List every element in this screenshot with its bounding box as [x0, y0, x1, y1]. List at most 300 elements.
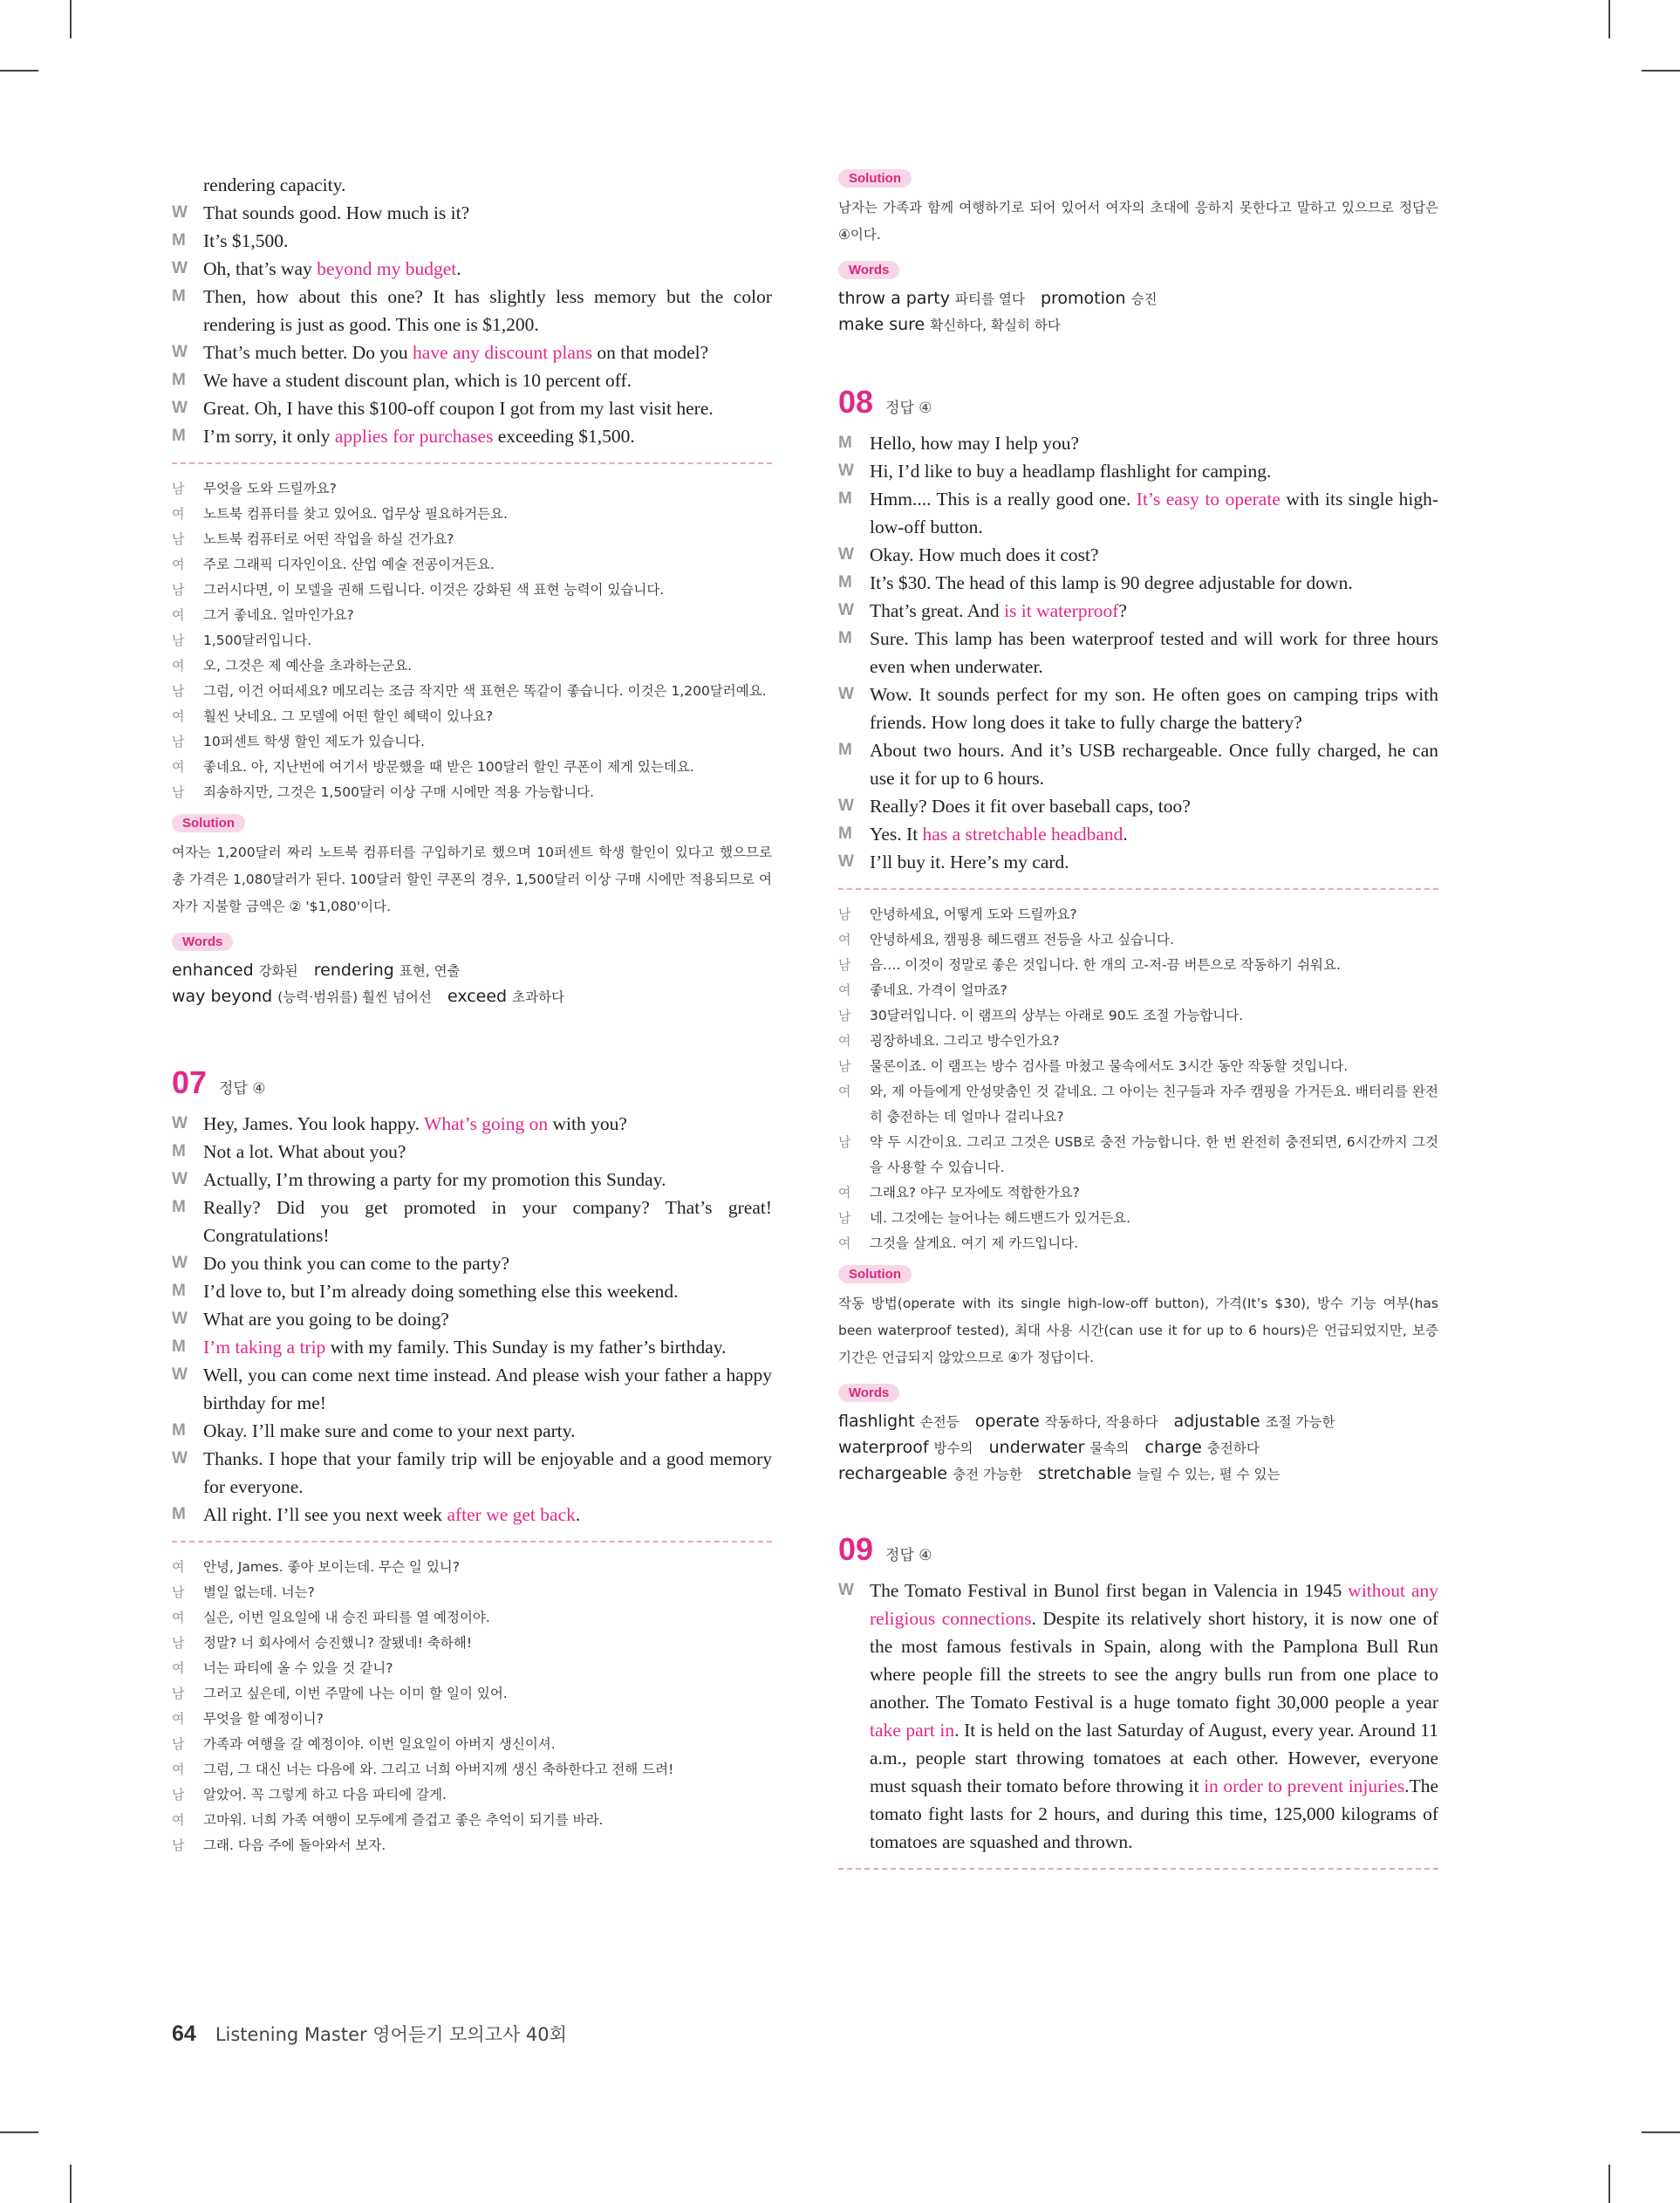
word-english: promotion	[1040, 289, 1126, 308]
speaker-label: 남	[172, 1837, 185, 1853]
word-korean: 물속의	[1089, 1440, 1130, 1456]
translation-text: 고마워. 너희 가족 여행이 모두에게 즐겁고 좋은 추억이 되기를 바라.	[203, 1812, 604, 1828]
speaker-label: M	[838, 824, 852, 843]
word-english: make sure	[838, 315, 925, 334]
solution-badge: Solution	[172, 814, 245, 832]
text-segment: . Despite its relatively short history, it is now one of the most famous festivals in Spain, along with the Pamplona Bull Run where people fill the streets to see the angry bulls run from one place to another. The Tomato Festival is a huge tomato fight 30,000 people a year	[870, 1608, 1438, 1713]
translation-line	[172, 527, 772, 552]
page-footer	[172, 2021, 567, 2047]
dialogue-text	[870, 848, 1438, 876]
speaker-label: 여	[172, 1610, 185, 1625]
highlighted-phrase: in order to prevent injuries	[1204, 1775, 1405, 1796]
dialogue-line	[838, 485, 1438, 541]
speaker-label: M	[838, 741, 852, 759]
speaker-label: W	[838, 545, 854, 564]
speaker-label: M	[838, 573, 852, 592]
crop-mark	[0, 2131, 38, 2133]
dialogue-line	[838, 736, 1438, 792]
translation-text: 무엇을 도와 드릴까요?	[203, 481, 337, 496]
word-english: enhanced	[172, 961, 254, 980]
dialogue-text	[203, 394, 772, 422]
word-korean: 손전등	[919, 1414, 960, 1430]
dialogue-line	[838, 541, 1438, 569]
dialogue-line	[838, 429, 1438, 457]
text-segment: That’s much better. Do you	[203, 342, 413, 363]
words-row	[838, 1435, 1438, 1461]
translation-text: 그러고 싶은데, 이번 주말에 나는 이미 할 일이 있어.	[203, 1686, 508, 1701]
translation-line	[838, 1054, 1438, 1079]
word-english: exceed	[447, 987, 508, 1006]
dialogue-line	[838, 1577, 1438, 1856]
crop-mark	[1608, 0, 1610, 38]
text-segment: The Tomato Festival in Bunol first began in Valencia in 1945	[870, 1580, 1349, 1601]
speaker-label: M	[172, 1505, 186, 1523]
word-korean: 확신하다, 확실히 하다	[930, 318, 1061, 333]
speaker-label: M	[172, 1198, 186, 1216]
dialogue-line	[838, 569, 1438, 597]
speaker-label: W	[172, 399, 188, 417]
translation-text: 너는 파티에 올 수 있을 것 같니?	[203, 1660, 393, 1676]
word-korean: 늘릴 수 있는, 펼 수 있는	[1137, 1467, 1280, 1482]
speaker-label: W	[172, 259, 188, 277]
highlighted-phrase: have any discount plans	[413, 342, 593, 363]
speaker-label: 남	[172, 734, 185, 749]
speaker-label: 남	[172, 683, 185, 699]
dialogue-text	[203, 255, 772, 283]
dialogue-line	[172, 1138, 772, 1166]
intro-korean-translation	[172, 476, 772, 805]
left-column	[172, 171, 772, 1858]
dialogue-text	[203, 1333, 772, 1361]
speaker-label: 남	[172, 784, 185, 800]
solution-text: 남자는 가족과 함께 여행하기로 되어 있어서 여자의 초대에 응하지 못한다고 말하고 있으므로 정답은 ④이다.	[838, 200, 1438, 243]
speaker-label: 여	[172, 1762, 185, 1777]
translation-text: 노트북 컴퓨터를 찾고 있어요. 업무상 필요하거든요.	[203, 506, 508, 522]
text-segment: Wow. It sounds perfect for my son. He often goes on camping trips with friends. How long does it take to fully charge the battery?	[870, 684, 1438, 733]
dialogue-line	[838, 848, 1438, 876]
words-row	[838, 286, 1438, 312]
translation-line	[172, 780, 772, 805]
crop-mark	[70, 0, 72, 38]
translation-line	[172, 1656, 772, 1681]
translation-text: 별일 없는데. 너는?	[203, 1584, 315, 1600]
translation-text: 그것을 살게요. 여기 제 카드입니다.	[870, 1235, 1079, 1251]
dialogue-line	[172, 394, 772, 422]
translation-text: 가족과 여행을 갈 예정이야. 이번 일요일이 아버지 생신이셔.	[203, 1736, 556, 1752]
dialogue-text	[870, 820, 1438, 848]
speaker-label: 여	[838, 1235, 851, 1251]
crop-mark	[1642, 2131, 1680, 2133]
translation-text: 노트북 컴퓨터로 어떤 작업을 하실 건가요?	[203, 531, 454, 547]
translation-line	[172, 603, 772, 628]
highlighted-phrase: beyond my budget	[317, 258, 457, 279]
speaker-label: W	[172, 343, 188, 361]
word-english: operate	[974, 1412, 1040, 1431]
speaker-label: W	[172, 1449, 188, 1468]
question-number: 07	[172, 1064, 208, 1100]
speaker-label: 여	[172, 506, 185, 522]
dialogue-line	[172, 1166, 772, 1194]
speaker-label: M	[172, 371, 186, 389]
words-badge: Words	[172, 933, 233, 951]
speaker-label: W	[172, 1254, 188, 1272]
question-header-08	[838, 384, 1438, 421]
translation-line	[838, 1231, 1438, 1256]
dialogue-text	[203, 1277, 772, 1305]
text-segment: Then, how about this one? It has slightly less memory but the color rendering is just as good. This one is $1,200.	[203, 286, 772, 335]
text-segment: Do you think you can come to the party?	[203, 1253, 510, 1274]
translation-line	[172, 1808, 772, 1833]
translation-text: 그럼, 이건 어떠세요? 메모리는 조금 작지만 색 표현은 똑같이 좋습니다. 이것은 1,200달러예요.	[203, 683, 767, 699]
text-segment: .	[1123, 824, 1128, 845]
translation-line	[838, 1003, 1438, 1029]
speaker-label: 여	[172, 607, 185, 623]
dashed-divider	[172, 1541, 772, 1543]
q08-dialogue	[838, 429, 1438, 876]
translation-line	[172, 552, 772, 578]
dialogue-line	[172, 1417, 772, 1445]
text-segment: About two hours. And it’s USB rechargeable. Once fully charged, he can use it for up to 6 hours.	[870, 740, 1438, 789]
text-segment: with its single high-low-off button.	[870, 489, 1438, 537]
word-korean: 작동하다, 작용하다	[1044, 1414, 1158, 1430]
speaker-label: 여	[838, 1185, 851, 1201]
dialogue-line	[172, 1445, 772, 1501]
intro-dialogue	[172, 171, 772, 450]
dialogue-text	[870, 597, 1438, 625]
translation-text: 죄송하지만, 그것은 1,500달러 이상 구매 시에만 적용 가능합니다.	[203, 784, 595, 800]
dialogue-text	[203, 1194, 772, 1249]
text-segment: Hi, I’d like to buy a headlamp flashlight for camping.	[870, 461, 1272, 482]
translation-line	[172, 1605, 772, 1631]
dialogue-text	[203, 1361, 772, 1417]
translation-line	[172, 1833, 772, 1858]
text-segment: Okay. I’ll make sure and come to your next party.	[203, 1420, 576, 1441]
text-segment: .The tomato fight lasts for 2 hours, and during this time, 125,000 kilograms of tomatoes are squashed and thrown.	[870, 1775, 1438, 1852]
words-row	[172, 984, 772, 1010]
question-header-07	[172, 1064, 772, 1101]
dialogue-line	[838, 625, 1438, 681]
dialogue-text	[870, 736, 1438, 792]
highlighted-phrase: is it waterproof	[1004, 600, 1119, 621]
q09-monologue	[838, 1577, 1438, 1856]
word-korean: 조절 가능한	[1265, 1414, 1335, 1430]
text-segment: with my family. This Sunday is my father’s birthday.	[325, 1337, 727, 1358]
words-row	[838, 312, 1438, 339]
speaker-label: M	[172, 231, 186, 250]
translation-line	[838, 953, 1438, 978]
translation-text: 물론이죠. 이 램프는 방수 검사를 마쳤고 물속에서도 3시간 동안 작동할 것입니다.	[870, 1058, 1349, 1074]
highlighted-phrase: What’s going on	[424, 1113, 549, 1134]
text-segment: Hmm.... This is a really good one.	[870, 489, 1137, 510]
speaker-label: 남	[172, 481, 185, 496]
speaker-label: W	[172, 1114, 188, 1132]
highlighted-phrase: applies for purchases	[334, 426, 494, 447]
translation-text: 그래요? 야구 모자에도 적합한가요?	[870, 1185, 1080, 1201]
word-korean: 초과하다	[512, 989, 565, 1005]
speaker-label: W	[172, 1310, 188, 1328]
text-segment: That’s great. And	[870, 600, 1005, 621]
translation-line	[172, 1631, 772, 1656]
translation-line	[838, 1130, 1438, 1180]
speaker-label: M	[838, 434, 852, 452]
speaker-label: W	[838, 1581, 854, 1599]
dashed-divider	[838, 1868, 1438, 1870]
dialogue-line	[172, 422, 772, 450]
translation-text: 굉장하네요. 그리고 방수인가요?	[870, 1033, 1060, 1049]
crop-mark	[70, 2165, 72, 2203]
speaker-label: 남	[172, 531, 185, 547]
speaker-label: M	[838, 489, 852, 508]
text-segment: Well, you can come next time instead. And please wish your father a happy birthday for me!	[203, 1365, 772, 1413]
speaker-label: 남	[172, 1686, 185, 1701]
translation-line	[172, 679, 772, 704]
speaker-label: 여	[172, 708, 185, 724]
text-segment: Great. Oh, I have this $100-off coupon I got from my last visit here.	[203, 398, 714, 419]
translation-line	[838, 1180, 1438, 1206]
dialogue-text	[203, 1417, 772, 1445]
q08-korean-translation	[838, 902, 1438, 1256]
text-segment: Hello, how may I help you?	[870, 433, 1080, 454]
text-segment: Thanks. I hope that your family trip will be enjoyable and a good memory for everyone.	[203, 1448, 772, 1497]
answer-label: 정답 ④	[885, 1547, 932, 1564]
speaker-label: W	[172, 1170, 188, 1188]
dialogue-line	[172, 227, 772, 255]
translation-text: 실은, 이번 일요일에 내 승진 파티를 열 예정이야.	[203, 1610, 490, 1625]
translation-line	[838, 1029, 1438, 1054]
word-english: stretchable	[1038, 1464, 1132, 1483]
translation-line	[172, 1757, 772, 1782]
solution-text: 작동 방법(operate with its single high-low-off button), 가격(It’s $30), 방수 기능 여부(has been waterproof tested), 최대 사용 시간(can use it for up to 6 hours)은 언급되었지만, 보증 기간은 언급되지 않았으므로 ④가 정답이다.	[838, 1296, 1438, 1365]
speaker-label: 여	[172, 1660, 185, 1676]
translation-text: 그래. 다음 주에 돌아와서 보자.	[203, 1837, 386, 1853]
text-segment: I’ll buy it. Here’s my card.	[870, 852, 1069, 872]
translation-line	[838, 1206, 1438, 1231]
word-english: waterproof	[838, 1438, 929, 1457]
text-segment: We have a student discount plan, which is 10 percent off.	[203, 370, 632, 391]
translation-text: 그럼, 그 대신 너는 다음에 와. 그리고 너희 아버지께 생신 축하한다고 전해 드려!	[203, 1762, 674, 1777]
text-segment: All right. I’ll see you next week	[203, 1504, 447, 1525]
dialogue-text	[870, 569, 1438, 597]
crop-mark	[1608, 2165, 1610, 2203]
crop-mark	[0, 70, 38, 72]
dialogue-text	[203, 366, 772, 394]
dialogue-text	[870, 429, 1438, 457]
dialogue-line	[172, 255, 772, 283]
speaker-label: M	[172, 1421, 186, 1440]
translation-text: 정말? 너 회사에서 승진했니? 잘됐네! 축하해!	[203, 1635, 473, 1651]
speaker-label: 여	[838, 982, 851, 998]
word-korean: 강화된	[258, 963, 298, 979]
speaker-label: M	[172, 1142, 186, 1160]
dialogue-text	[203, 227, 772, 255]
word-korean: 파티를 열다	[955, 291, 1025, 307]
dialogue-text	[870, 625, 1438, 681]
translation-text: 와, 제 아들에게 안성맞춤인 것 같네요. 그 아이는 친구들과 자주 캠핑을 가거든요. 배터리를 완전히 충전하는 데 얼마나 걸리나요?	[870, 1084, 1438, 1125]
words-list	[172, 958, 772, 1010]
dialogue-line	[172, 1333, 772, 1361]
translation-text: 오, 그것은 제 예산을 초과하는군요.	[203, 658, 413, 674]
text-segment: Hey, James. You look happy.	[203, 1113, 425, 1134]
dialogue-text	[203, 339, 772, 366]
text-segment: I’m sorry, it only	[203, 426, 335, 447]
translation-line	[172, 1732, 772, 1757]
dialogue-text	[203, 199, 772, 227]
translation-line	[172, 755, 772, 780]
speaker-label: 남	[838, 1058, 851, 1074]
dialogue-line	[838, 597, 1438, 625]
text-segment: .	[456, 258, 461, 279]
translation-text: 훨씬 낫네요. 그 모델에 어떤 할인 혜택이 있나요?	[203, 708, 494, 724]
speaker-label: 여	[838, 1033, 851, 1049]
dialogue-text	[870, 1577, 1438, 1856]
text-segment: exceeding $1,500.	[493, 426, 635, 447]
speaker-label: 남	[172, 582, 185, 598]
translation-text: 안녕, James. 좋아 보이는데. 무슨 일 있니?	[203, 1559, 460, 1575]
book-title: Listening Master 영어듣기 모의고사 40회	[215, 2024, 567, 2045]
translation-text: 그거 좋네요. 얼마인가요?	[203, 607, 354, 623]
dialogue-line	[172, 1361, 772, 1417]
word-english: rendering	[313, 961, 394, 980]
translation-line	[838, 902, 1438, 927]
translation-line	[172, 1580, 772, 1605]
dialogue-line	[838, 792, 1438, 820]
speaker-label: 여	[838, 1084, 851, 1099]
dialogue-line	[172, 1305, 772, 1333]
text-segment: Okay. How much does it cost?	[870, 544, 1099, 565]
translation-text: 좋네요. 가격이 얼마죠?	[870, 982, 1007, 998]
words-row	[838, 1409, 1438, 1435]
speaker-label: 남	[838, 1210, 851, 1226]
speaker-label: W	[838, 462, 854, 480]
highlighted-phrase: has a stretchable headband	[922, 824, 1123, 845]
translation-text: 음…. 이것이 정말로 좋은 것입니다. 한 개의 고-저-끔 버튼으로 작동하기 쉬워요.	[870, 957, 1341, 973]
text-segment: Really? Did you get promoted in your company? That’s great! Congratulations!	[203, 1197, 772, 1246]
dialogue-line	[172, 339, 772, 366]
words-list	[838, 286, 1438, 339]
dialogue-line	[838, 820, 1438, 848]
translation-text: 30달러입니다. 이 램프의 상부는 아래로 90도 조절 가능합니다.	[870, 1008, 1244, 1023]
dialogue-line	[172, 199, 772, 227]
speaker-label: M	[172, 427, 186, 445]
translation-line	[172, 502, 772, 527]
translation-text: 그러시다면, 이 모델을 권해 드립니다. 이것은 강화된 색 표현 능력이 있습니다.	[203, 582, 665, 598]
translation-text: 10퍼센트 학생 할인 제도가 있습니다.	[203, 734, 425, 749]
text-segment: Really? Does it fit over baseball caps, too?	[870, 796, 1191, 817]
solution-badge: Solution	[838, 1265, 912, 1283]
highlighted-phrase: without any religious connections	[870, 1580, 1438, 1629]
word-english: adjustable	[1173, 1412, 1260, 1431]
answer-label: 정답 ④	[885, 400, 932, 417]
question-number: 09	[838, 1531, 874, 1567]
speaker-label: M	[838, 629, 852, 647]
dialogue-text	[203, 283, 772, 339]
text-segment: Oh, that’s way	[203, 258, 318, 279]
question-header-09	[838, 1531, 1438, 1568]
word-korean: 방수의	[933, 1440, 973, 1456]
crop-mark	[1642, 70, 1680, 72]
dialogue-line	[172, 1194, 772, 1249]
highlighted-phrase: after we get back	[447, 1504, 576, 1525]
word-korean: 충전하다	[1206, 1440, 1260, 1456]
word-english: underwater	[988, 1438, 1085, 1457]
text-segment: It’s $30. The head of this lamp is 90 degree adjustable for down.	[870, 572, 1353, 593]
text-segment: Sure. This lamp has been waterproof tested and will work for three hours even when underwater.	[870, 628, 1438, 677]
dialogue-text	[203, 1138, 772, 1166]
speaker-label: W	[172, 203, 188, 222]
speaker-label: 남	[838, 907, 851, 922]
text-segment: It’s $1,500.	[203, 230, 289, 251]
text-segment: . It is held on the last Saturday of August, every year. Around 11 a.m., people start throwing tomatoes at each other. However, everyone must squash their tomato before throwing it	[870, 1720, 1438, 1796]
translation-line	[838, 1079, 1438, 1130]
words-row	[838, 1461, 1438, 1488]
text-segment: ?	[1118, 600, 1127, 621]
dashed-divider	[838, 888, 1438, 890]
words-row	[172, 958, 772, 984]
answer-label: 정답 ④	[219, 1080, 266, 1098]
speaker-label: W	[838, 797, 854, 815]
translation-line	[172, 628, 772, 653]
speaker-label: 남	[172, 1635, 185, 1651]
dialogue-text	[203, 1110, 772, 1138]
text-segment: Yes. It	[870, 824, 923, 845]
word-english: flashlight	[838, 1412, 915, 1431]
translation-line	[172, 704, 772, 729]
words-list	[838, 1409, 1438, 1488]
dialogue-line	[838, 681, 1438, 736]
dialogue-text	[203, 422, 772, 450]
speaker-label: M	[172, 1338, 186, 1356]
translation-line	[172, 1681, 772, 1707]
dialogue-text	[870, 541, 1438, 569]
translation-text: 좋네요. 아, 지난번에 여기서 방문했을 때 받은 100달러 할인 쿠폰이 제게 있는데요.	[203, 759, 694, 775]
speaker-label: 남	[172, 1584, 185, 1600]
q07-korean-translation	[172, 1555, 772, 1858]
text-segment: I’d love to, but I’m already doing something else this weekend.	[203, 1281, 679, 1302]
speaker-label: 여	[172, 1812, 185, 1828]
speaker-label: 남	[838, 957, 851, 973]
word-english: rechargeable	[838, 1464, 948, 1483]
text-segment: What are you going to be doing?	[203, 1309, 449, 1330]
dialogue-text	[870, 485, 1438, 541]
word-english: way beyond	[172, 987, 273, 1006]
speaker-label: 남	[838, 1134, 851, 1150]
translation-text: 네. 그것에는 늘어나는 헤드밴드가 있거든요.	[870, 1210, 1131, 1226]
text-segment: .	[575, 1504, 581, 1525]
page-number: 64	[172, 2022, 196, 2046]
speaker-label: 여	[838, 932, 851, 948]
text-segment: on that model?	[592, 342, 709, 363]
dialogue-text	[203, 1501, 772, 1529]
word-korean: 승진	[1130, 291, 1158, 307]
speaker-label: 남	[172, 633, 185, 648]
highlighted-phrase: take part in	[870, 1720, 955, 1741]
translation-line	[172, 729, 772, 755]
question-number: 08	[838, 384, 874, 420]
translation-line	[172, 476, 772, 502]
dialogue-text	[870, 457, 1438, 485]
speaker-label: W	[838, 852, 854, 871]
q07-dialogue	[172, 1110, 772, 1529]
dialogue-line	[172, 1501, 772, 1529]
dialogue-text	[203, 1166, 772, 1194]
text-segment: That sounds good. How much is it?	[203, 202, 470, 223]
translation-line	[172, 578, 772, 603]
translation-line	[172, 1707, 772, 1732]
dialogue-text	[203, 1445, 772, 1501]
dialogue-text	[203, 1249, 772, 1277]
text-segment: rendering capacity.	[203, 174, 346, 195]
translation-text: 약 두 시간이요. 그리고 그것은 USB로 충전 가능합니다. 한 번 완전히 충전되면, 6시간까지 그것을 사용할 수 있습니다.	[870, 1134, 1438, 1175]
